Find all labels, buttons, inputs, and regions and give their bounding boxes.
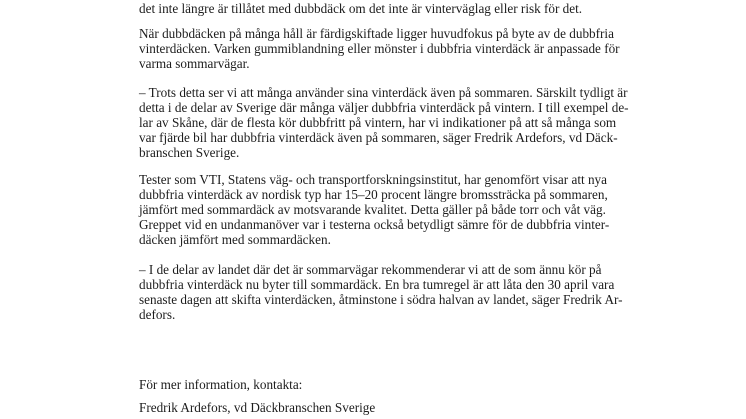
paragraph-quote bbox=[139, 262, 699, 322]
text-line: detta i de delar av Sverige där många väljer dubbfria vinterdäck på vintern. I till exempel de- bbox=[139, 100, 629, 115]
text-line: – Trots detta ser vi att många använder sina vinterdäck även på sommaren. Särskilt tydligt är bbox=[139, 85, 628, 100]
contact-name: Fredrik Ardefors, vd Däckbranschen Sverige bbox=[139, 400, 376, 415]
text-line: jämfört med sommardäck av motsvarande kvalitet. Detta gäller på både torr och våt väg. bbox=[139, 202, 606, 217]
text-line: dubbfria vinterdäck av nordisk typ har 15–20 procent längre bromssträcka på sommaren, bbox=[139, 187, 608, 202]
paragraph bbox=[139, 172, 699, 247]
paragraph bbox=[139, 26, 699, 71]
text-line: dubbfria vinterdäck nu byter till sommardäck. En bra tumregel är att låta den 30 april vara bbox=[139, 277, 615, 292]
text-line: senaste dagen att skifta vinterdäcken, åtminstone i södra halvan av landet, säger Fredrik Ar- bbox=[139, 292, 623, 307]
text-line: När dubbdäcken på många håll är färdigskiftade ligger huvudfokus på byte av de dubbfria bbox=[139, 26, 614, 41]
text-line: lar av Skåne, där de flesta kör dubbfritt på vintern, har vi indikationer på att så många som bbox=[139, 115, 617, 130]
text-line: defors. bbox=[139, 307, 176, 322]
text-line: branschen Sverige. bbox=[139, 145, 240, 160]
text-line: var fjärde bil har dubbfria vinterdäck även på sommaren, säger Fredrik Ardefors, vd Däck- bbox=[139, 130, 618, 145]
paragraph-quote bbox=[139, 85, 699, 160]
paragraph-fragment bbox=[139, 1, 699, 16]
text-line: Tester som VTI, Statens väg- och transportforskningsinstitut, har genomfört visar att nya bbox=[139, 172, 607, 187]
text-line: varma sommarvägar. bbox=[139, 56, 250, 71]
text-line: – I de delar av landet där det är sommarvägar rekommenderar vi att de som ännu kör på bbox=[139, 262, 602, 277]
document-page bbox=[139, 1, 699, 415]
text-line: Greppet vid en undanmanöver var i testerna också betydligt sämre för de dubbfria vinter- bbox=[139, 217, 610, 232]
text-line: vinterdäcken. Varken gummiblandning eller mönster i dubbfria vinterdäck är anpassade för bbox=[139, 41, 620, 56]
text-line: det inte längre är tillåtet med dubbdäck om det inte är vinterväglag eller risk för det. bbox=[139, 1, 583, 16]
contact-heading: För mer information, kontakta: bbox=[139, 377, 303, 392]
text-line: däcken jämfört med sommardäcken. bbox=[139, 232, 331, 247]
